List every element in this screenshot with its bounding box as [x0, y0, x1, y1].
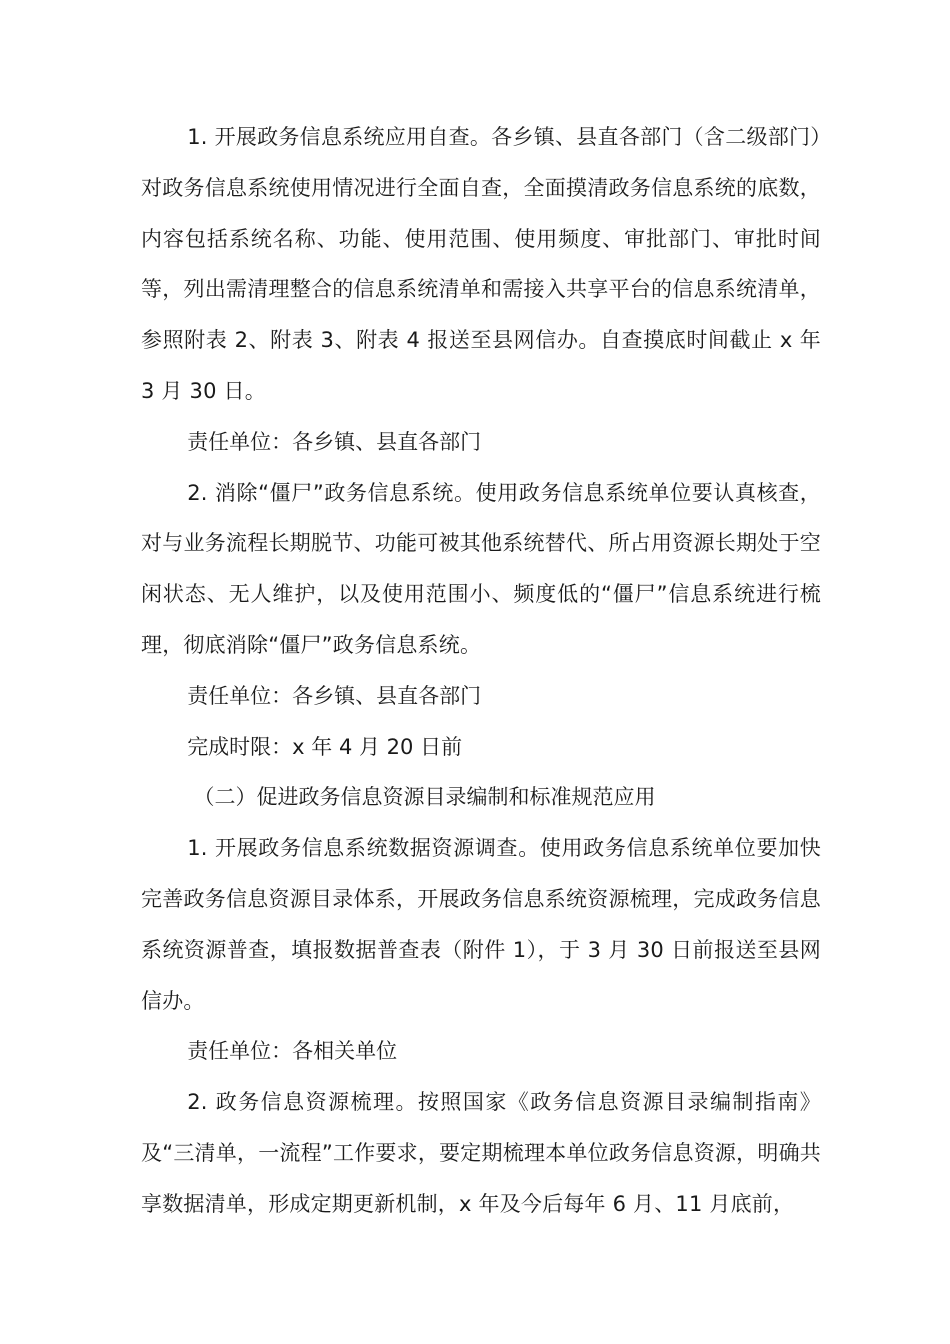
document-body: [141, 112, 821, 1230]
paragraph-resource-sorting: 2. 政务信息资源梳理。按照国家《政务信息资源目录编制指南》及“三清单，一流程”工作要求，要定期梳理本单位政务信息资源，明确共享数据清单，形成定期更新机制，x 年及今后每年 6 月、11 月底前，: [141, 1090, 821, 1216]
responsible-unit-line: 责任单位：各相关单位: [187, 1039, 398, 1064]
section-heading: （二）促进政务信息资源目录编制和标准规范应用: [193, 785, 656, 810]
deadline-line: 完成时限：x 年 4 月 20 日前: [187, 734, 463, 759]
paragraph-data-resource-survey: 1. 开展政务信息系统数据资源调查。使用政务信息系统单位要加快完善政务信息资源目录体系，开展政务信息系统资源梳理，完成政务信息系统资源普查，填报数据普查表（附件 1），于 3 月 30 日前报送至县网信办。: [141, 836, 821, 1013]
paragraph-zombie-systems: 2. 消除“僵尸”政务信息系统。使用政务信息系统单位要认真核查，对与业务流程长期脱节、功能可被其他系统替代、所占用资源长期处于空闲状态、无人维护，以及使用范围小、频度低的“僵尸”信息系统进行梳理，彻底消除“僵尸”政务信息系统。: [141, 480, 821, 657]
responsible-unit-line: 责任单位：各乡镇、县直各部门: [187, 429, 482, 454]
responsible-unit-line: 责任单位：各乡镇、县直各部门: [187, 683, 482, 708]
paragraph-self-inspection: 1. 开展政务信息系统应用自查。各乡镇、县直各部门（含二级部门）对政务信息系统使用情况进行全面自查，全面摸清政务信息系统的底数，内容包括系统名称、功能、使用范围、使用频度、审批部门、审批时间等，列出需清理整合的信息系统清单和需接入共享平台的信息系统清单，参照附表 2、附表 3、附表 4 报送至县网信办。自查摸底时间截止 x 年 3 月 30 日。: [141, 125, 821, 403]
